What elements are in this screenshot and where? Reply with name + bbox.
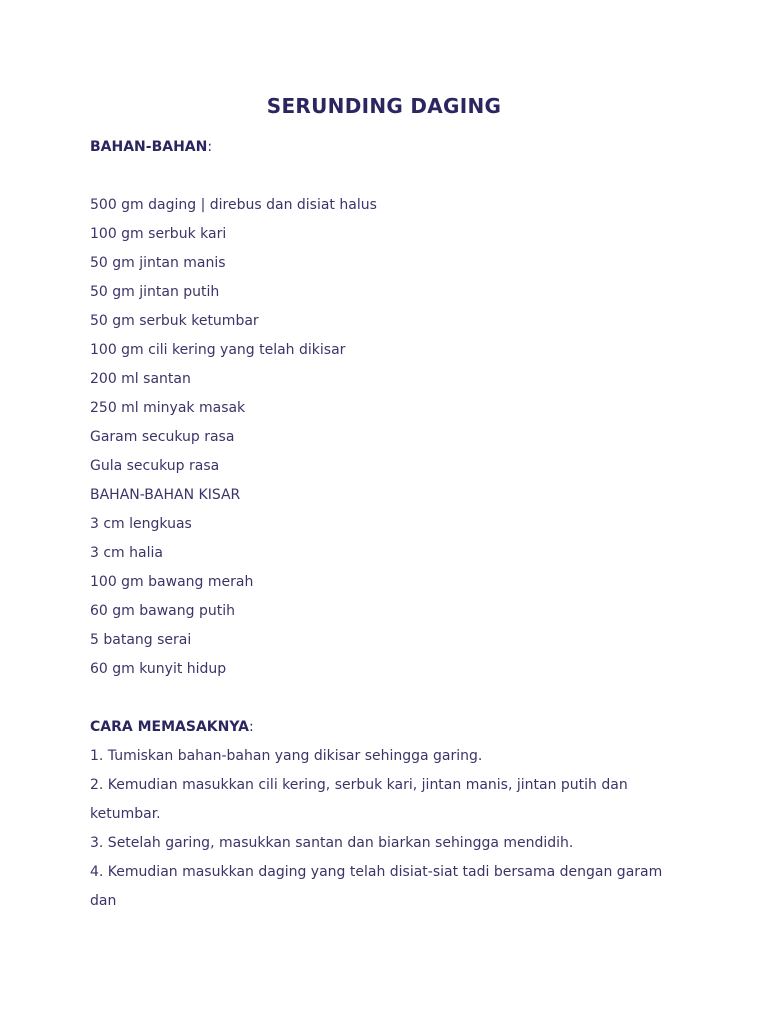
recipe-content xyxy=(90,133,690,916)
ground-ingredient-item: 60 gm kunyit hidup xyxy=(90,661,227,677)
ingredient-item: 100 gm serbuk kari xyxy=(90,226,227,242)
ground-ingredient-item: 5 batang serai xyxy=(90,632,192,648)
ground-ingredients-heading: BAHAN-BAHAN KISAR xyxy=(90,487,241,503)
ground-ingredients-list xyxy=(90,510,690,684)
ingredient-item: 50 gm jintan putih xyxy=(90,284,220,300)
ingredient-item: 500 gm daging | direbus dan disiat halus xyxy=(90,197,377,213)
spacer xyxy=(90,162,690,191)
ingredients-list xyxy=(90,191,690,481)
method-step: 3. Setelah garing, masukkan santan dan biarkan sehingga mendidih. xyxy=(90,835,574,851)
ingredient-item: 100 gm cili kering yang telah dikisar xyxy=(90,342,346,358)
ground-ingredient-item: 3 cm lengkuas xyxy=(90,516,192,532)
method-steps xyxy=(90,742,690,916)
method-step: 2. Kemudian masukkan cili kering, serbuk kari, jintan manis, jintan putih dan ketumbar. xyxy=(90,777,628,822)
method-step: 4. Kemudian masukkan daging yang telah disiat-siat tadi bersama dengan garam dan xyxy=(90,864,663,909)
ingredient-item: 50 gm serbuk ketumbar xyxy=(90,313,259,329)
spacer xyxy=(90,684,690,713)
method-heading-text: CARA MEMASAKNYA xyxy=(90,719,249,735)
recipe-title: SERUNDING DAGING xyxy=(266,94,502,118)
ingredient-item: Gula secukup rasa xyxy=(90,458,220,474)
ingredient-item: 50 gm jintan manis xyxy=(90,255,226,271)
ingredient-item: Garam secukup rasa xyxy=(90,429,235,445)
ingredient-item: 200 ml santan xyxy=(90,371,191,387)
ground-ingredient-item: 60 gm bawang putih xyxy=(90,603,235,619)
ingredients-heading: BAHAN-BAHAN: xyxy=(90,139,213,155)
ingredients-heading-text: BAHAN-BAHAN xyxy=(90,139,208,155)
ingredient-item: 250 ml minyak masak xyxy=(90,400,246,416)
ground-ingredient-item: 3 cm halia xyxy=(90,545,163,561)
method-step: 1. Tumiskan bahan-bahan yang dikisar sehingga garing. xyxy=(90,748,483,764)
ground-ingredient-item: 100 gm bawang merah xyxy=(90,574,254,590)
method-heading: CARA MEMASAKNYA: xyxy=(90,719,254,735)
